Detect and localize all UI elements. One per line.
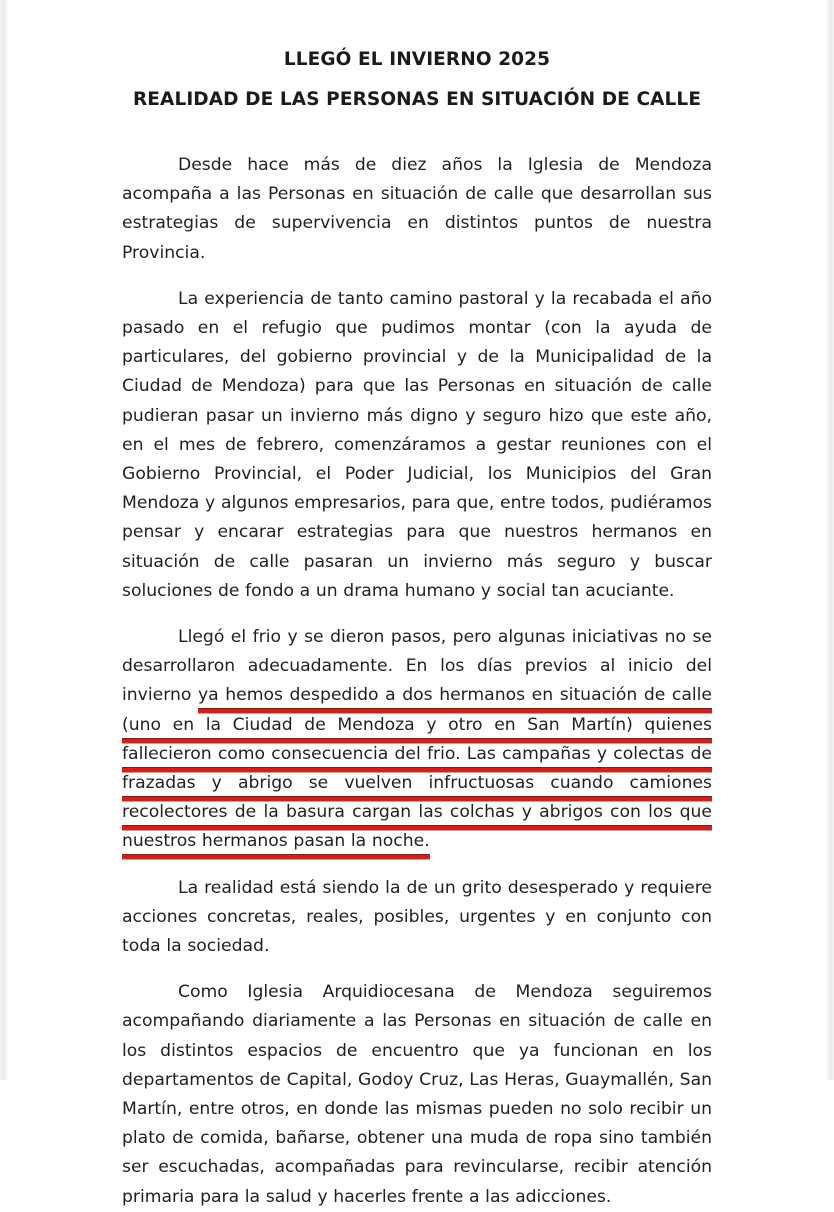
body-paragraph: La experiencia de tanto camino pastoral y la recabada el año pasado en el refugio que pudimos montar (con la ayuda de particulares, del gobierno provincial y de la Municipalidad de la Ciudad de Mendoza) para que las Personas en situación de calle pudieran pasar un invierno más digno y seguro hizo que este año, en el mes de febrero, comenzáramos a gestar reuniones con el Gobierno Provincial, el Poder Judicial, los Municipios del Gran Mendoza y algunos empresarios, para que, entre todos, pudiéramos pensar y encarar estrategias para que nuestros hermanos en situación de calle pasaran un invierno más seguro y buscar soluciones de fondo a un drama humano y social tan acuciante. [122,288,712,601]
page-edge-right [826,0,834,1080]
document-page [8,0,826,1207]
paragraph-list [122,151,712,1212]
page-edge-left [0,0,8,1080]
paragraph-lead-text: Llegó el frio y se dieron pasos, pero algunas iniciativas no se desarrollaron adecuadamente. En los días previos al inicio del invierno [122,626,712,706]
title-block [122,0,712,113]
body-paragraph: La realidad está siendo la de un grito desesperado y requiere acciones concretas, reales, posibles, urgentes y en conjunto con toda la sociedad. [122,877,712,957]
body-paragraph: Desde hace más de diez años la Iglesia de Mendoza acompaña a las Personas en situación de calle que desarrollan sus estrategias de supervivencia en distintos puntos de nuestra Provincia. [122,154,712,263]
document-body [122,0,712,1212]
body-paragraph-annotated [122,623,712,857]
page-subtitle: REALIDAD DE LAS PERSONAS EN SITUACIÓN DE CALLE [132,88,702,110]
page-title: LLEGÓ EL INVIERNO 2025 [283,49,551,70]
body-paragraph: Como Iglesia Arquidiocesana de Mendoza seguiremos acompañando diariamente a las Personas en situación de calle en los distintos espacios de encuentro que ya funcionan en los departamentos de Capital, Godoy Cruz, Las Heras, Guaymallén, San Martín, entre otros, en donde las mismas pueden no solo recibir un plato de comida, bañarse, obtener una muda de ropa sino también ser escuchadas, acompañadas para revincularse, recibir atención primaria para la salud y hacerles frente a las adicciones. [122,982,712,1207]
red-underline-annotation: ya hemos despedido a dos hermanos en situación de calle (uno en la Ciudad de Mendoza y otro en San Martín) quienes fallecieron como consecuencia del frio. Las campañas y colectas de frazadas y abrigo se vuelven infructuosas cuando camiones recolectores de la basura cargan las colchas y abrigos con los que nuestros hermanos pasan la noche. [122,685,712,855]
